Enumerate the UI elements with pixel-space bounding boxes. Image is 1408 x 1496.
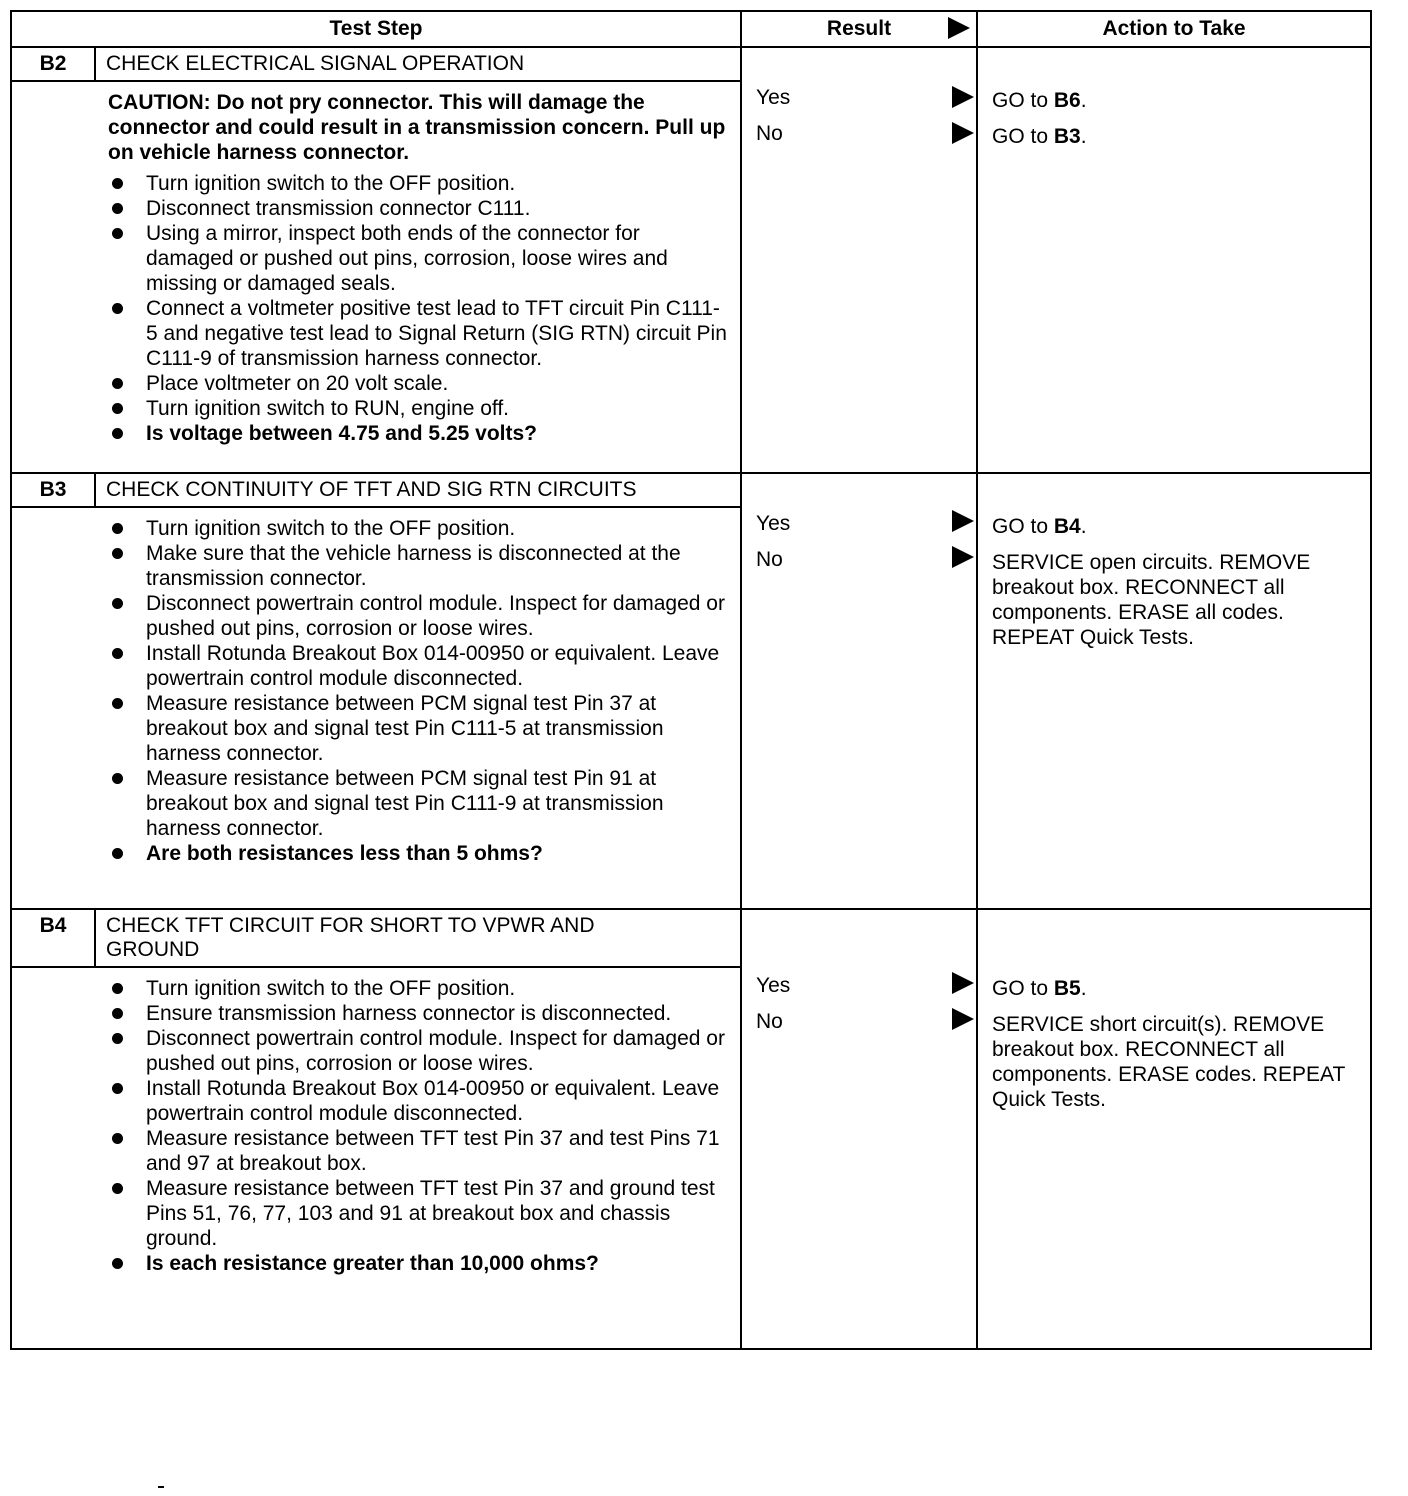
list-item-text: Measure resistance between TFT test Pin 37 and ground test Pins 51, 76, 77, 103 and 91 at breakout box and chassis ground.: [146, 1177, 715, 1250]
step-body: [11, 81, 741, 473]
result-cell: [741, 473, 977, 909]
result-yes: Yes: [756, 86, 791, 109]
bullet-icon: [112, 403, 123, 414]
result-yes: Yes: [756, 974, 791, 997]
header-result: [741, 11, 977, 47]
step-title: CHECK TFT CIRCUIT FOR SHORT TO VPWR AND GROUND: [95, 909, 741, 967]
list-item: [108, 976, 730, 1001]
header-action: Action to Take: [977, 11, 1371, 47]
question-text: Are both resistances less than 5 ohms?: [146, 842, 543, 865]
action-suffix: .: [1080, 89, 1087, 112]
list-item: [108, 591, 730, 641]
list-item-text: Make sure that the vehicle harness is disconnected at the transmission connector.: [146, 542, 681, 590]
list-item-text: Turn ignition switch to the OFF position.: [146, 977, 516, 1000]
list-item: [108, 541, 730, 591]
list-item-text: Ensure transmission harness connector is disconnected.: [146, 1002, 672, 1025]
result-cell: [741, 909, 977, 1349]
step-title: CHECK ELECTRICAL SIGNAL OPERATION: [95, 47, 741, 81]
bullet-icon: [112, 1133, 123, 1144]
action-cell: [977, 47, 1371, 473]
caution-text: CAUTION: Do not pry connector. This will damage the connector and could result in a transmission concern. Pull up on vehicle harness connector.: [108, 91, 726, 164]
bullet-list: [108, 516, 730, 866]
action-text: SERVICE short circuit(s). REMOVE breakout box. RECONNECT all components. ERASE codes. REPEAT Quick Tests.: [992, 1013, 1345, 1111]
action-no: [992, 124, 1364, 149]
action-text: GO to: [992, 125, 1054, 148]
bullet-icon: [112, 203, 123, 214]
list-item: [108, 221, 730, 296]
list-item-text: Disconnect powertrain control module. Inspect for damaged or pushed out pins, corrosion or loose wires.: [146, 1027, 725, 1075]
list-item-text: Turn ignition switch to RUN, engine off.: [146, 397, 510, 420]
result-no: No: [756, 122, 783, 145]
arrow-right-icon: [948, 17, 970, 39]
action-ref: B4: [1053, 515, 1081, 538]
list-item: [108, 1076, 730, 1126]
bullet-icon: [112, 1083, 123, 1094]
bullet-icon: [112, 523, 123, 534]
bullet-icon: [112, 178, 123, 189]
step-id: B4: [11, 909, 95, 967]
action-no: [992, 550, 1364, 650]
list-item: [108, 766, 730, 841]
bullet-icon: [112, 228, 123, 239]
action-text: GO to: [992, 515, 1054, 538]
action-cell: [977, 473, 1371, 909]
list-item-text: Place voltmeter on 20 volt scale.: [146, 372, 449, 395]
step-body: [11, 967, 741, 1349]
arrow-right-icon: [952, 510, 974, 532]
action-yes: [992, 88, 1364, 113]
list-item: [108, 1026, 730, 1076]
list-item-question: [108, 841, 730, 866]
list-item-text: Install Rotunda Breakout Box 014-00950 or equivalent. Leave powertrain control module disconnected.: [146, 1077, 720, 1125]
action-ref: B5: [1053, 977, 1081, 1000]
bullet-icon: [112, 303, 123, 314]
list-item-text: Disconnect powertrain control module. Inspect for damaged or pushed out pins, corrosion or loose wires.: [146, 592, 725, 640]
bullet-icon: [112, 428, 123, 439]
list-item-question: [108, 421, 730, 446]
list-item: [108, 641, 730, 691]
list-item: [108, 171, 730, 196]
step-id: B3: [11, 473, 95, 507]
list-item-text: Measure resistance between PCM signal test Pin 37 at breakout box and signal test Pin C111-5 at transmission harness connector.: [146, 692, 664, 765]
list-item-text: Turn ignition switch to the OFF position.: [146, 517, 516, 540]
list-item: [108, 396, 730, 421]
bullet-icon: [112, 1183, 123, 1194]
step-title-row: [11, 909, 1371, 967]
bullet-icon: [112, 1008, 123, 1019]
action-ref: B6: [1053, 89, 1081, 112]
result-no: No: [756, 548, 783, 571]
bullet-list: [108, 976, 730, 1276]
arrow-right-icon: [952, 546, 974, 568]
list-item: [108, 691, 730, 766]
bullet-icon: [112, 983, 123, 994]
bullet-icon: [112, 1258, 123, 1269]
action-yes: [992, 514, 1364, 539]
action-yes: [992, 976, 1364, 1001]
list-item-text: Install Rotunda Breakout Box 014-00950 or equivalent. Leave powertrain control module disconnected.: [146, 642, 720, 690]
action-suffix: .: [1080, 977, 1087, 1000]
diagnostic-table: [10, 10, 1372, 1350]
header-test-step: Test Step: [11, 11, 741, 47]
list-item-text: Measure resistance between PCM signal test Pin 91 at breakout box and signal test Pin C111-9 at transmission harness connector.: [146, 767, 664, 840]
question-text: Is voltage between 4.75 and 5.25 volts?: [146, 422, 537, 445]
action-ref: B3: [1053, 125, 1081, 148]
step-id: B2: [11, 47, 95, 81]
scan-speck: [158, 1486, 164, 1488]
bullet-icon: [112, 598, 123, 609]
arrow-right-icon: [952, 122, 974, 144]
list-item-question: [108, 1251, 730, 1276]
arrow-right-icon: [952, 86, 974, 108]
action-suffix: .: [1080, 515, 1087, 538]
list-item-text: Measure resistance between TFT test Pin 37 and test Pins 71 and 97 at breakout box.: [146, 1127, 720, 1175]
step-title: CHECK CONTINUITY OF TFT AND SIG RTN CIRCUITS: [95, 473, 741, 507]
step-title-row: [11, 47, 1371, 81]
bullet-list: [108, 171, 730, 446]
action-no: [992, 1012, 1364, 1112]
question-text: Is each resistance greater than 10,000 ohms?: [146, 1252, 599, 1275]
action-text: SERVICE open circuits. REMOVE breakout box. RECONNECT all components. ERASE all codes. REPEAT Quick Tests.: [992, 551, 1311, 649]
list-item-text: Disconnect transmission connector C111.: [146, 197, 531, 220]
list-item-text: Connect a voltmeter positive test lead to TFT circuit Pin C111-5 and negative test lead to Signal Return (SIG RTN) circuit Pin C111-9 of transmission harness connector.: [146, 297, 727, 370]
arrow-right-icon: [952, 972, 974, 994]
bullet-icon: [112, 773, 123, 784]
list-item: [108, 1176, 730, 1251]
result-yes: Yes: [756, 512, 791, 535]
list-item: [108, 196, 730, 221]
list-item: [108, 516, 730, 541]
list-item: [108, 1126, 730, 1176]
list-item-text: Using a mirror, inspect both ends of the connector for damaged or pushed out pins, corrosion, loose wires and missing or damaged seals.: [146, 222, 668, 295]
list-item: [108, 371, 730, 396]
bullet-icon: [112, 848, 123, 859]
step-title-row: [11, 473, 1371, 507]
result-cell: [741, 47, 977, 473]
arrow-right-icon: [952, 1008, 974, 1030]
step-body: [11, 507, 741, 909]
action-cell: [977, 909, 1371, 1349]
header-result-label: Result: [826, 17, 892, 40]
list-item: [108, 296, 730, 371]
bullet-icon: [112, 548, 123, 559]
bullet-icon: [112, 378, 123, 389]
list-item-text: Turn ignition switch to the OFF position.: [146, 172, 516, 195]
bullet-icon: [112, 648, 123, 659]
action-text: GO to: [992, 977, 1054, 1000]
bullet-icon: [112, 1033, 123, 1044]
header-row: [11, 11, 1371, 47]
list-item: [108, 1001, 730, 1026]
action-suffix: .: [1080, 125, 1087, 148]
result-no: No: [756, 1010, 783, 1033]
action-text: GO to: [992, 89, 1054, 112]
bullet-icon: [112, 698, 123, 709]
